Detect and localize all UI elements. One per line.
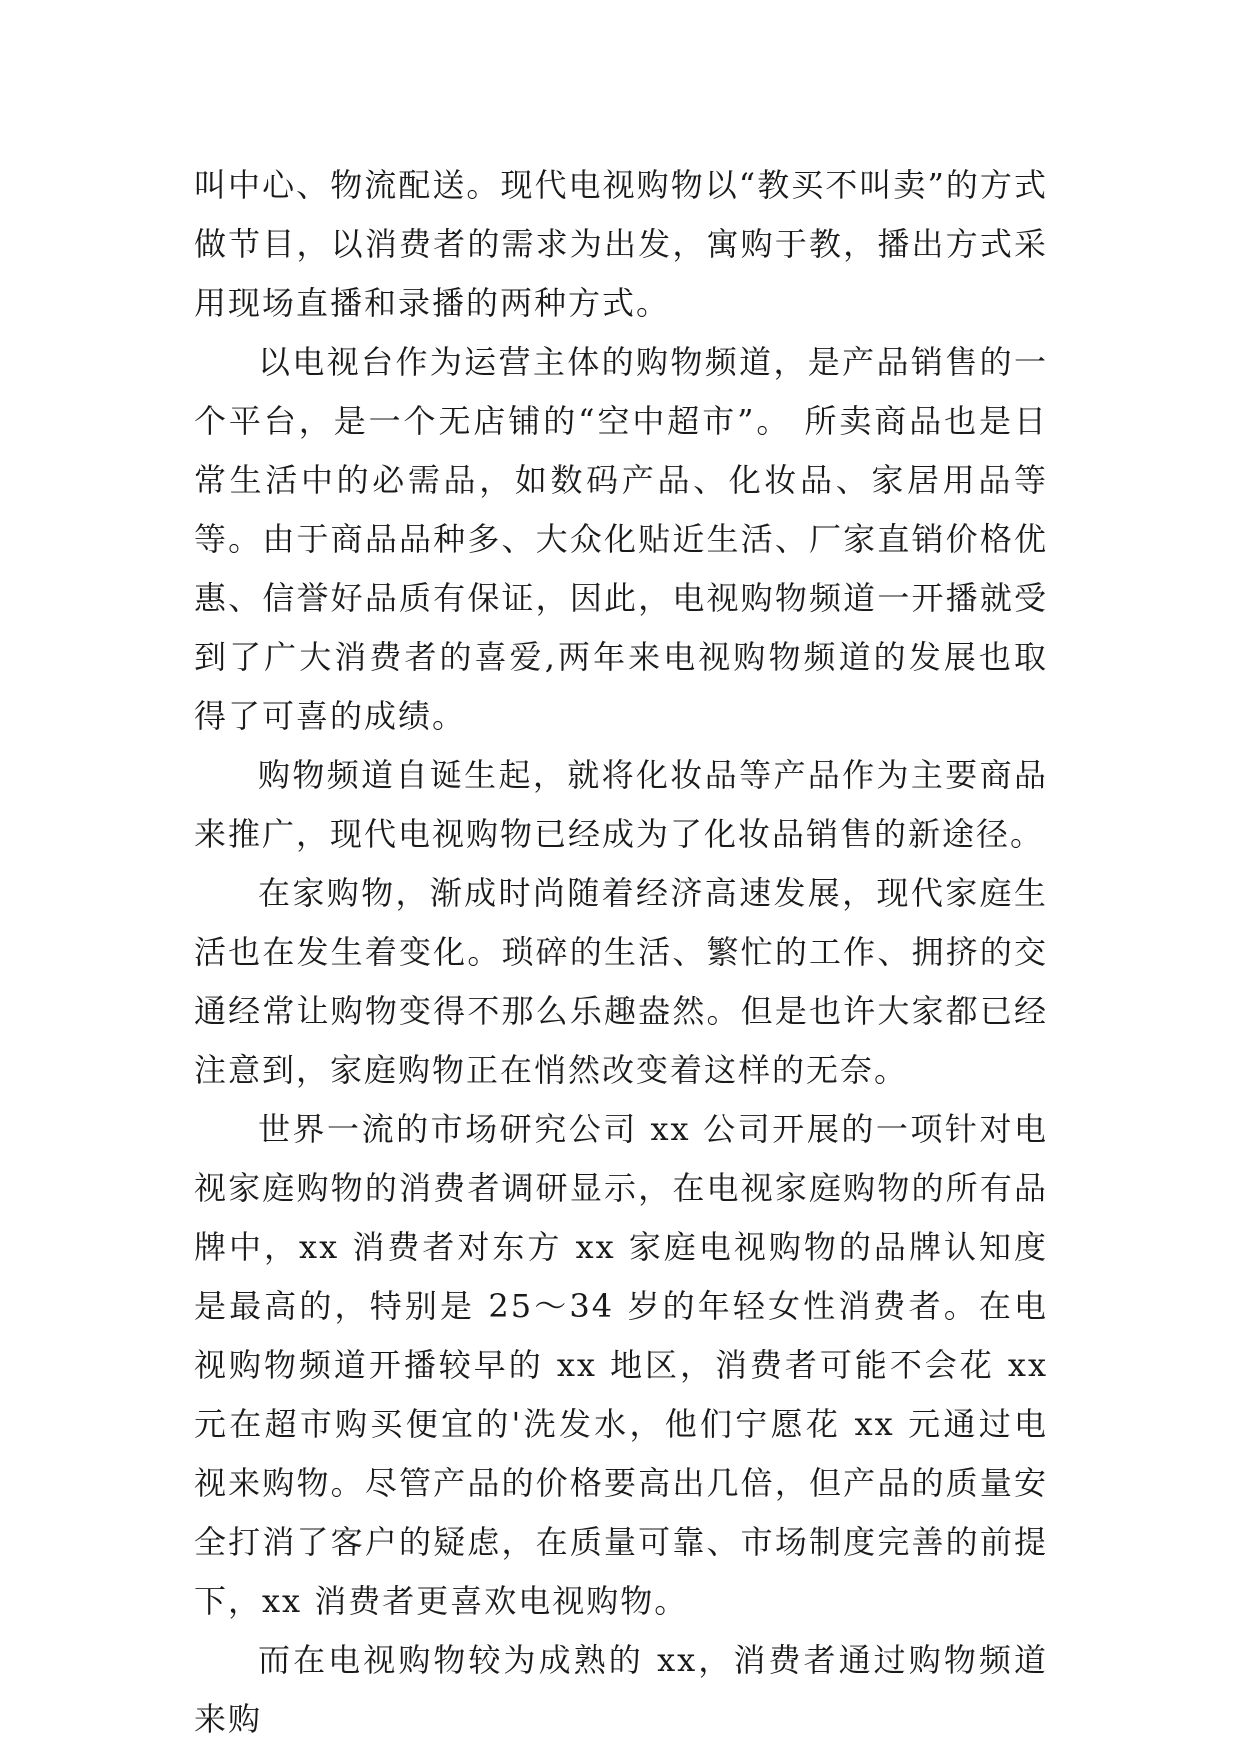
paragraph-1: 叫中心、物流配送。现代电视购物以“教买不叫卖”的方式做节目，以消费者的需求为出发，寓购于教，播出方式采用现场直播和录播的两种方式。 <box>194 166 1048 322</box>
paragraph-6: 而在电视购物较为成熟的 xx，消费者通过购物频道来购 <box>194 1641 1048 1738</box>
paragraph-5: 世界一流的市场研究公司 xx 公司开展的一项针对电视家庭购物的消费者调研显示，在电视家庭购物的所有品牌中，xx 消费者对东方 xx 家庭电视购物的品牌认知度是最高的，特别是 25～34 岁的年轻女性消费者。在电视购物频道开播较早的 xx 地区，消费者可能不会花 xx 元在超市购买便宜的'洗发水，他们宁愿花 xx 元通过电视来购物。尽管产品的价格要高出几倍，但产品的质量安全打消了客户的疑虑，在质量可靠、市场制度完善的前提下，xx 消费者更喜欢电视购物。 <box>194 1110 1048 1620</box>
paragraph-4: 在家购物，渐成时尚随着经济高速发展，现代家庭生活也在发生着变化。琐碎的生活、繁忙的工作、拥挤的交通经常让购物变得不那么乐趣盎然。但是也许大家都已经注意到，家庭购物正在悄然改变着这样的无奈。 <box>194 874 1048 1089</box>
document-body <box>194 156 1048 1749</box>
paragraph-3: 购物频道自诞生起，就将化妆品等产品作为主要商品来推广，现代电视购物已经成为了化妆品销售的新途径。 <box>194 756 1048 853</box>
paragraph-2: 以电视台作为运营主体的购物频道，是产品销售的一个平台，是一个无店铺的“空中超市”。 所卖商品也是日常生活中的必需品，如数码产品、化妆品、家居用品等等。由于商品品种多、大众化贴近生活、厂家直销价格优惠、信誉好品质有保证，因此，电视购物频道一开播就受到了广大消费者的喜爱,两年来电视购物频道的发展也取得了可喜的成绩。 <box>194 343 1048 735</box>
